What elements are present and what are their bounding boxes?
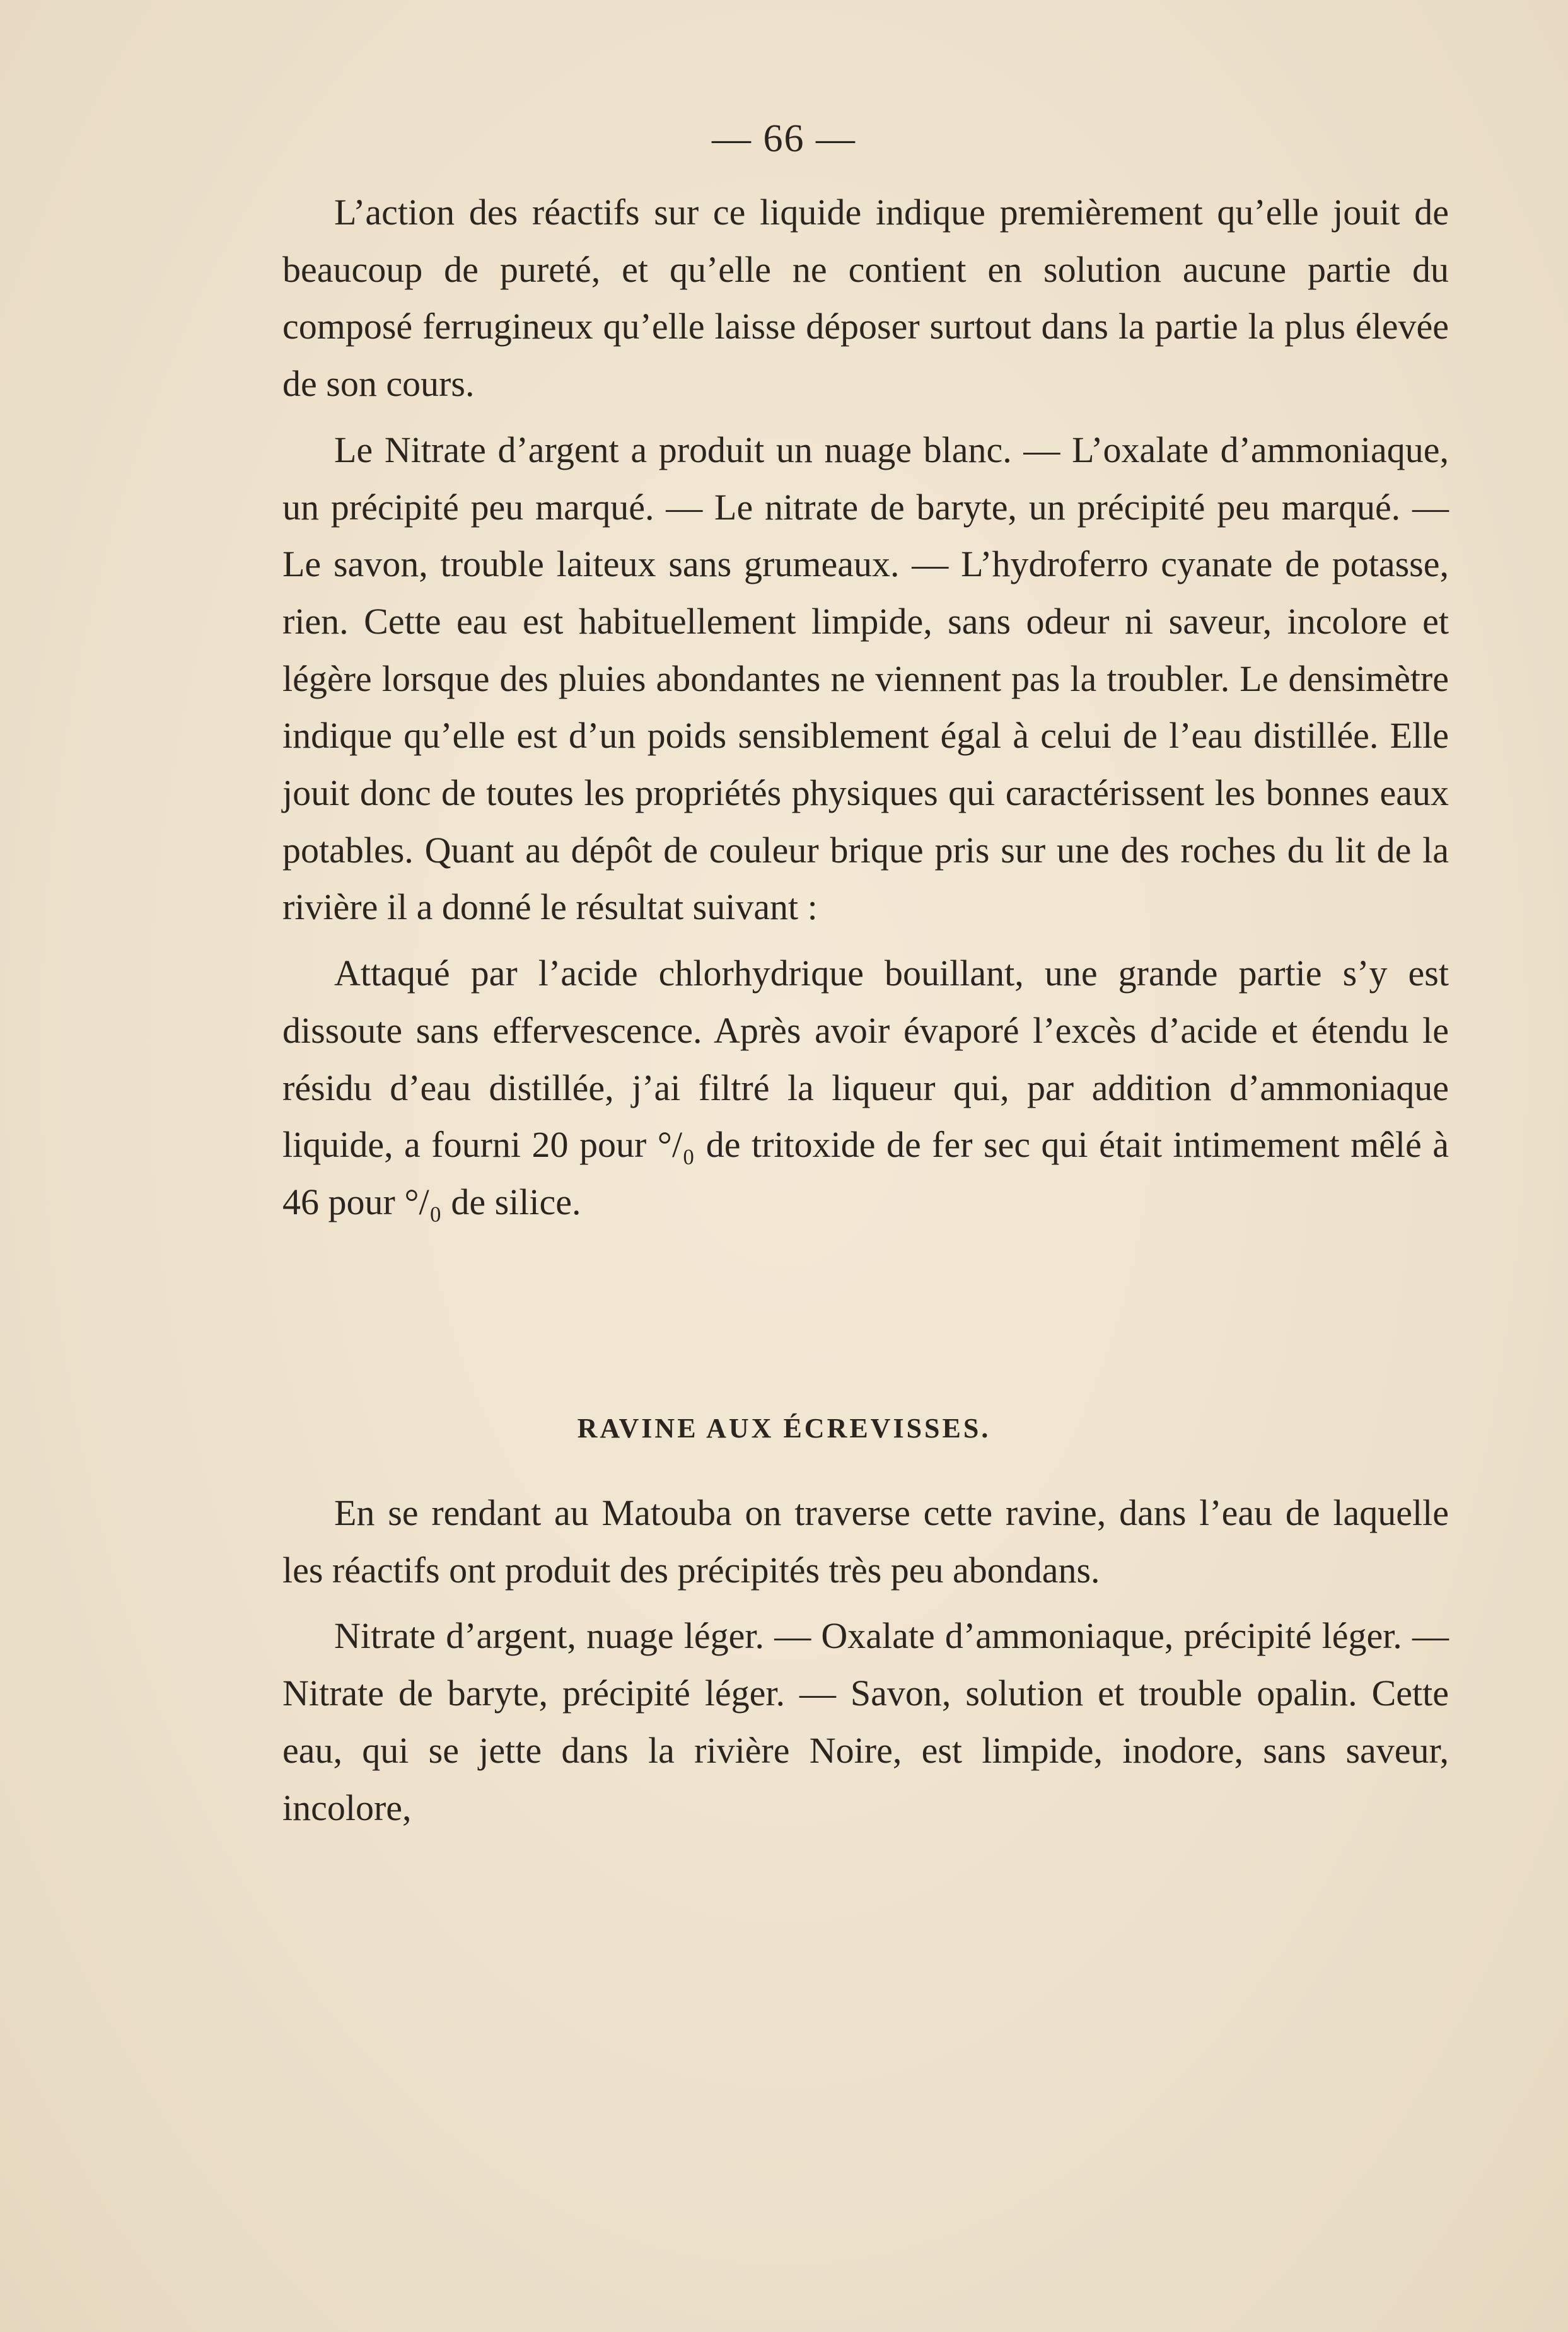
body-text bbox=[282, 184, 1449, 1231]
paragraph: Nitrate d’argent, nuage léger. — Oxalate d’ammoniaque, précipité léger. — Nitrate de baryte, précipité léger. — Savon, solution et trouble opalin. Cette eau, qui se jette dans la rivière Noire, est limpide, inodore, sans saveur, incolore, bbox=[282, 1615, 1449, 1828]
section-heading: RAVINE AUX ÉCREVISSES. bbox=[577, 1413, 991, 1444]
page-number: — 66 — bbox=[712, 117, 856, 160]
paragraph: Attaqué par l’acide chlorhydrique bouillant, une grande partie s’y est dissoute sans effervescence. Après avoir évaporé l’excès d’acide et étendu le résidu d’eau distillée, j’ai filtré la liqueur qui, par addition d’ammoniaque liquide, a fourni 20 pour °/₀ de tritoxide de fer sec qui était intimement mêlé à 46 pour °/₀ de silice. bbox=[282, 953, 1449, 1222]
paragraph: L’action des réactifs sur ce liquide indique premièrement qu’elle jouit de beaucoup de pureté, et qu’elle ne contient en solution aucune partie du composé ferrugineux qu’elle laisse déposer surtout dans la partie la plus élevée de son cours. bbox=[282, 192, 1449, 405]
paragraph: En se rendant au Matouba on traverse cette ravine, dans l’eau de laquelle les réactifs ont produit des précipités très peu abondans. bbox=[282, 1492, 1449, 1591]
paragraph: Le Nitrate d’argent a produit un nuage blanc. — L’oxalate d’ammoniaque, un précipité peu marqué. — Le nitrate de baryte, un précipité peu marqué. — Le savon, trouble laiteux sans grumeaux. — L’hydroferro cyanate de potasse, rien. Cette eau est habituellement limpide, sans odeur ni saveur, incolore et légère lorsque des pluies abondantes ne viennent pas la troubler. Le densimètre indique qu’elle est d’un poids sensiblement égal à celui de l’eau distillée. Elle jouit donc de toutes les propriétés physiques qui caractérissent les bonnes eaux potables. Quant au dépôt de couleur brique pris sur une des roches du lit de la rivière il a donné le résultat suivant : bbox=[282, 429, 1449, 928]
section-body-text bbox=[282, 1485, 1449, 1836]
